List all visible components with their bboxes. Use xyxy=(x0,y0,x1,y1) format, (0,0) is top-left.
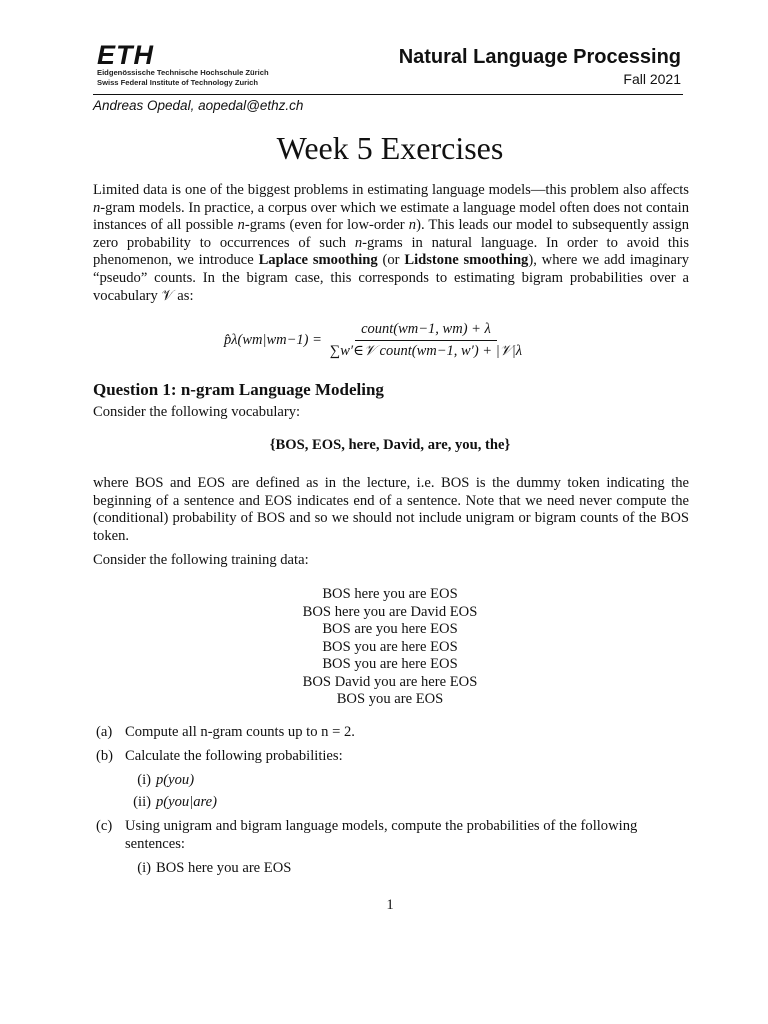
training-sentence: BOS are you here EOS xyxy=(322,621,458,637)
item-label: (a) xyxy=(96,724,113,740)
author-line: Andreas Opedal, aopedal@ethz.ch xyxy=(93,98,304,113)
formula-numerator: count(wm−1, wm) + λ xyxy=(355,321,497,341)
sub-item-text: p(you|are) xyxy=(156,794,218,810)
training-sentence: BOS here you are David EOS xyxy=(302,603,478,620)
intro-text: -grams (even for low-order xyxy=(244,217,409,234)
intro-text: -grams in natural language. In order to avoid this phenomenon, we introduce xyxy=(93,234,689,269)
intro-paragraph xyxy=(93,182,689,305)
sub-item-label: (i) xyxy=(137,772,151,788)
sub-item-label: (i) xyxy=(137,860,151,876)
n-var: n xyxy=(237,217,245,234)
header-rule xyxy=(93,94,683,95)
intro-text: ), where we add imaginary “pseudo” counts. In the bigram case, this corresponds to estimating bigram probabilities over a vocabulary xyxy=(93,252,689,304)
vocabulary-set: {BOS, EOS, here, David, are, you, the} xyxy=(269,437,511,453)
smoothing-formula xyxy=(224,321,522,360)
term-label: Fall 2021 xyxy=(623,71,681,87)
formula-fraction xyxy=(330,321,522,360)
sub-item xyxy=(124,794,217,812)
item-text: Compute all n-gram counts up to n = 2. xyxy=(125,724,355,740)
training-sentence: BOS you are here EOS xyxy=(322,656,458,672)
eth-logo xyxy=(97,42,269,88)
item-text: Calculate the following probabilities: xyxy=(125,748,343,764)
logo-mark: ETH xyxy=(97,40,154,70)
intro-text: Limited data is one of the biggest problems in estimating language models—this problem also affects xyxy=(93,182,689,198)
explanation-paragraph: where BOS and EOS are defined as in the lecture, i.e. BOS is the dummy token indicating the beginning of a sentence and EOS indicates end of a sentence. Note that we need never compute the (conditional) probability of BOS and so we should not include unigram or bigram counts of the BOS token. xyxy=(93,475,689,544)
consider-training-text: Consider the following training data: xyxy=(93,552,309,568)
training-sentence: BOS here you are EOS xyxy=(322,586,458,602)
training-sentence: BOS David you are here EOS xyxy=(302,673,478,690)
logo-line-german: Eidgenössische Technische Hochschule Zürich xyxy=(97,68,269,77)
formula-denominator: ∑w′∈𝒱 count(wm−1, w′) + |𝒱|λ xyxy=(329,343,523,359)
list-item xyxy=(96,724,688,742)
formula-lhs: p̂λ(wm|wm−1) = xyxy=(224,332,322,348)
item-label: (c) xyxy=(96,818,113,834)
training-sentence: BOS you are EOS xyxy=(336,691,444,707)
lidstone-term: Lidstone smoothing xyxy=(404,252,529,269)
list-item xyxy=(96,818,688,853)
item-label: (b) xyxy=(96,748,114,764)
sub-item xyxy=(124,772,194,790)
laplace-term: Laplace smoothing xyxy=(258,252,378,269)
sub-item xyxy=(124,860,291,878)
list-item xyxy=(96,748,688,766)
intro-text: as: xyxy=(173,287,194,304)
n-var: n xyxy=(93,199,101,216)
item-text: Using unigram and bigram language models, compute the probabilities of the following sentences: xyxy=(125,818,638,852)
vocab-symbol: 𝒱 xyxy=(161,287,174,304)
page-number: 1 xyxy=(386,897,394,913)
intro-text: -gram models. In practice, a corpus over which we estimate a language model often does not contain instances of all possible xyxy=(93,199,689,234)
intro-text: (or xyxy=(377,252,405,269)
training-data-block xyxy=(0,586,768,709)
intro-text: ). This leads our model to subsequently assign zero probability to occurrences of such xyxy=(93,217,690,251)
page-title: Week 5 Exercises xyxy=(276,130,504,166)
question-heading: Question 1: n-gram Language Modeling xyxy=(93,380,384,399)
sub-item-text: p(you) xyxy=(156,772,195,788)
sub-item-text: BOS here you are EOS xyxy=(156,860,292,876)
n-var: n xyxy=(354,234,363,251)
logo-line-english: Swiss Federal Institute of Technology Zurich xyxy=(97,78,259,87)
sub-item-label: (ii) xyxy=(133,794,151,810)
course-title: Natural Language Processing xyxy=(398,46,681,68)
n-var: n xyxy=(408,217,417,234)
training-sentence: BOS you are here EOS xyxy=(322,638,458,655)
consider-vocab-text: Consider the following vocabulary: xyxy=(93,404,301,420)
